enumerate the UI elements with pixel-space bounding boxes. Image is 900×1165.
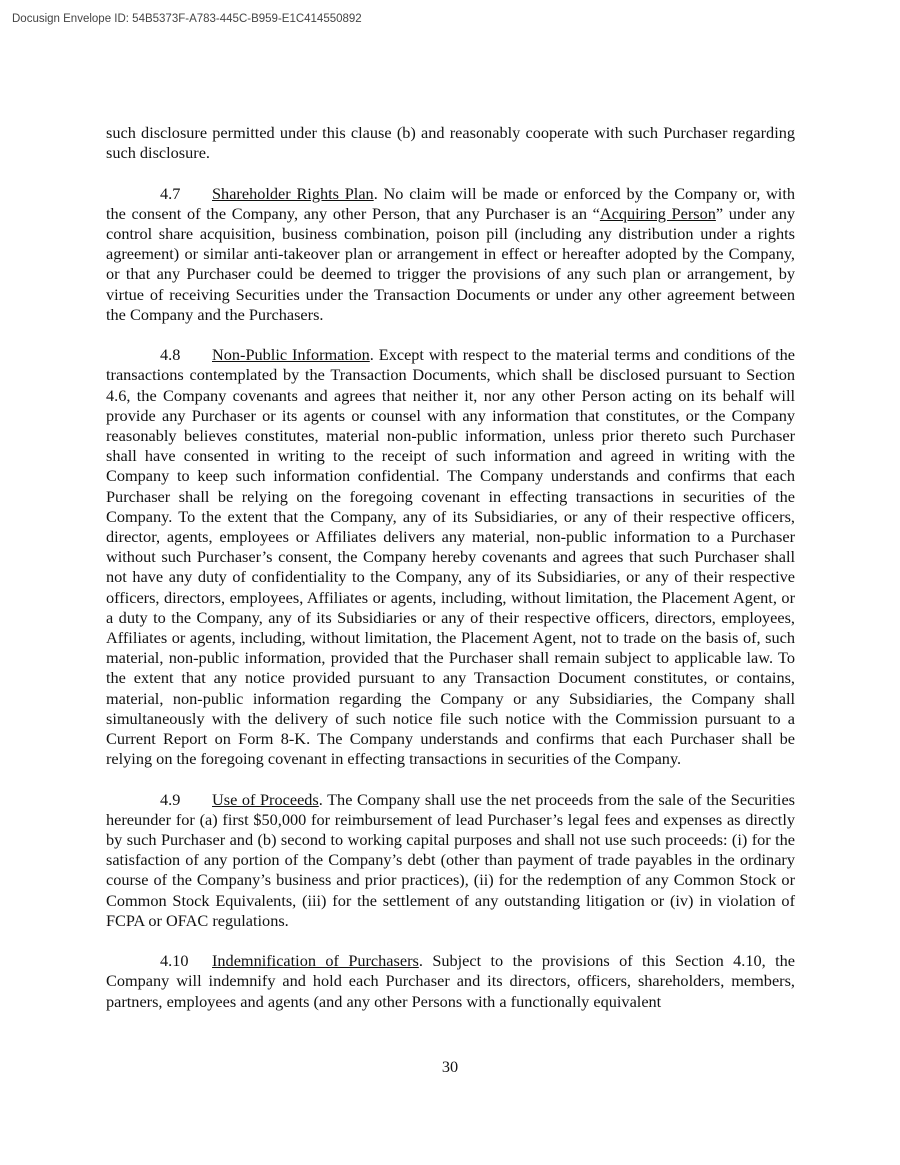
page-number: 30 — [441, 1057, 459, 1076]
section-heading: Use of Proceeds — [212, 789, 319, 809]
section-text: . The Company shall use the net proceeds from the sale of the Securities hereunder for (a) first $50,000 for reimbursement of lead Purchaser’s legal fees and expenses as directly by such Purchaser and (b) second to working capital purposes and shall not use such proceeds: (i) for the satisfaction of any portion of the Company’s debt (other than payment of trade payables in the ordinary course of the Company’s business and prior practices), (ii) for the redemption of any Common Stock or Common Stock Equivalents, (iii) for the settlement of any outstanding litigation or (iv) in violation of FCPA or OFAC regulations. — [106, 789, 796, 930]
section-4-7 — [106, 184, 795, 325]
section-text: . No claim will be made or enforced by the Company or, with the consent of the Company, any other Person, that any Purchaser is an “ — [106, 183, 795, 223]
section-text: . Except with respect to the material terms and conditions of the transactions contemplated by the Transaction Documents, which shall be disclosed pursuant to Section 4.6, the Company covenants and agrees that neither it, nor any other Person acting on its behalf will provide any Purchaser or its agents or counsel with any information that constitutes, or the Company reasonably believes constitutes, material non-public information, unless prior thereto such Purchaser shall have consented in writing to the receipt of such information and agreed in writing with the Company to keep such information confidential. The Company understands and confirms that each Purchaser shall be relying on the foregoing covenant in effecting transactions in securities of the Company. To the extent that the Company, any of its Subsidiaries, or any of their respective officers, director, agents, employees or Affiliates delivers any material, non-public information to a Purchaser without such Purchaser’s consent, the Company hereby covenants and agrees that such Purchaser shall not have any duty of confidentiality to the Company, any of its Subsidiaries, or any of their respective officers, directors, employees, Affiliates or agents, including, without limitation, the Placement Agent, or a duty to the Company, any of its Subsidiaries or any of their respective officers, directors, employees, Affiliates or agents, including, without limitation, the Placement Agent, not to trade on the basis of, such material, non-public information, provided that the Purchaser shall remain subject to applicable law. To the extent that any notice provided pursuant to any Transaction Document constitutes, or contains, material, non-public information regarding the Company or any Subsidiaries, the Company shall simultaneously with the delivery of such notice file such notice with the Commission pursuant to a Current Report on Form 8-K. The Company understands and confirms that each Purchaser shall be relying on the foregoing covenant in effecting transactions in securities of the Company. — [106, 345, 796, 769]
section-4-9 — [106, 790, 795, 931]
section-text: ” under any control share acquisition, business combination, poison pill (including any distribution under a rights agreement) or similar anti-takeover plan or arrangement in effect or hereafter adopted by the Company, or that any Purchaser could be deemed to trigger the provisions of any such plan or arrangement, by virtue of receiving Securities under the Transaction Documents or under any other agreement between the Company and the Purchasers. — [106, 203, 795, 324]
section-heading: Non-Public Information — [212, 345, 370, 365]
section-number: 4.9 — [160, 789, 181, 809]
intro-text: such disclosure permitted under this clause (b) and reasonably cooperate with such Purchaser regarding such disclosure. — [106, 123, 795, 163]
defined-term: Acquiring Person — [599, 203, 716, 223]
section-number: 4.10 — [160, 951, 189, 971]
document-body — [106, 123, 795, 1032]
section-text: . Subject to the provisions of this Section 4.10, the Company will indemnify and hold each Purchaser and its directors, officers, shareholders, members, partners, employees and agents (and any other Persons with a functionally equivalent — [106, 951, 796, 1011]
section-number: 4.8 — [160, 345, 181, 365]
section-heading: Indemnification of Purchasers — [212, 951, 419, 971]
envelope-id: Docusign Envelope ID: 54B5373F-A783-445C-B959-E1C414550892 — [12, 13, 362, 25]
section-4-8 — [106, 345, 795, 769]
section-4-10 — [106, 951, 795, 1012]
section-number: 4.7 — [160, 183, 181, 203]
section-heading: Shareholder Rights Plan — [212, 183, 374, 203]
intro-paragraph — [106, 123, 795, 163]
